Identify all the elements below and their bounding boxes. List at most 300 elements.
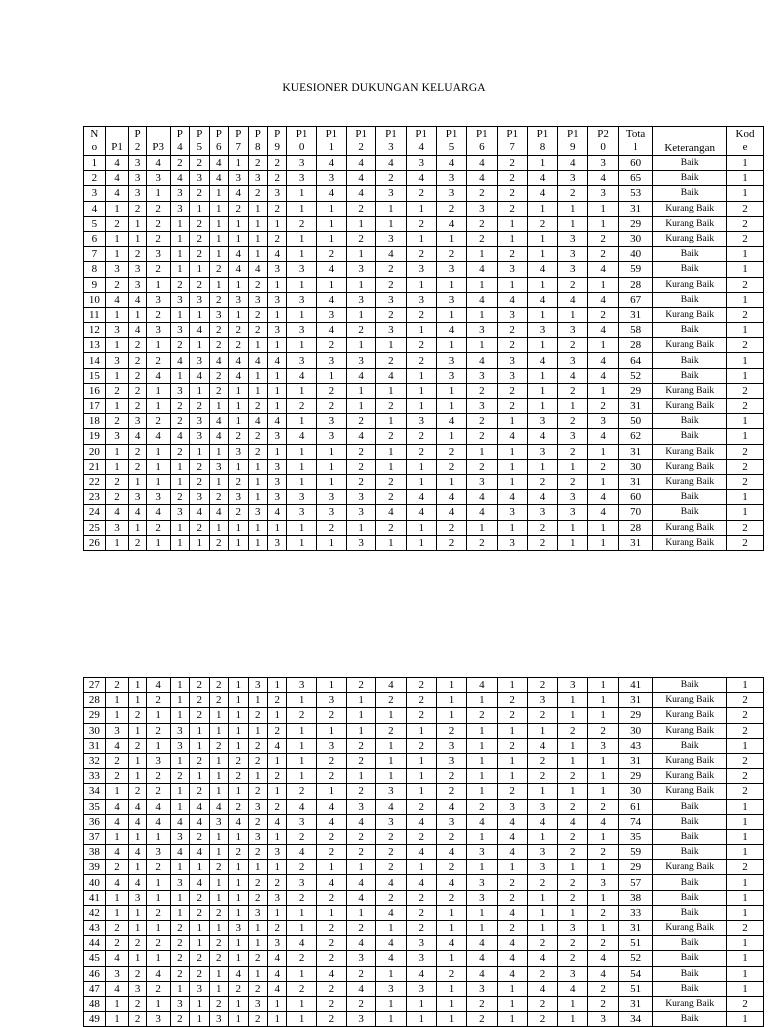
table-cell: 3	[129, 171, 146, 186]
table-cell: 1	[588, 520, 618, 535]
table-cell: 18	[84, 414, 106, 429]
table-cell: 3	[497, 307, 527, 322]
table-cell: 2	[727, 784, 764, 799]
table-cell: 1	[467, 520, 497, 535]
table-cell: 27	[84, 678, 106, 693]
table-cell: 2	[190, 966, 209, 981]
table-cell: 31	[618, 693, 653, 708]
table-cell: 1	[248, 201, 267, 216]
table-cell: 3	[209, 459, 228, 474]
table-cell: 1	[105, 201, 129, 216]
table-cell: 2	[316, 981, 346, 996]
questionnaire-table-page-2	[83, 677, 764, 1027]
table-cell: 59	[618, 262, 653, 277]
table-cell: 1	[376, 414, 406, 429]
keterangan-cell: Kurang Baik	[653, 277, 727, 292]
table-cell: 1	[105, 890, 129, 905]
table-row	[84, 921, 764, 936]
table-cell: 1	[558, 693, 588, 708]
table-cell: 31	[84, 738, 106, 753]
table-cell: 4	[467, 951, 497, 966]
table-cell: 1	[406, 520, 436, 535]
table-cell: 1	[406, 368, 436, 383]
column-header	[467, 127, 497, 156]
table-cell: 3	[497, 535, 527, 550]
table-cell: 3	[170, 723, 189, 738]
table-cell: 1	[268, 1012, 287, 1027]
table-cell: 1	[190, 1012, 209, 1027]
table-cell: 2	[406, 444, 436, 459]
table-cell: 49	[84, 1012, 106, 1027]
table-cell: 1	[170, 860, 189, 875]
table-cell: 1	[170, 474, 189, 489]
keterangan-cell: Kurang Baik	[653, 231, 727, 246]
table-cell: 1	[229, 307, 248, 322]
column-header	[436, 127, 466, 156]
table-cell: 2	[588, 307, 618, 322]
table-cell: 5	[84, 216, 106, 231]
table-cell: 65	[618, 171, 653, 186]
table-cell: 2	[588, 905, 618, 920]
table-cell: 32	[84, 753, 106, 768]
table-cell: 1	[229, 1012, 248, 1027]
table-cell: 28	[618, 520, 653, 535]
table-cell: 1	[268, 784, 287, 799]
table-cell: 2	[376, 399, 406, 414]
table-cell: 3	[287, 292, 316, 307]
table-cell: 1	[558, 535, 588, 550]
table-cell: 2	[190, 753, 209, 768]
table-cell: 2	[558, 444, 588, 459]
table-cell: 1	[268, 708, 287, 723]
table-cell: 2	[558, 338, 588, 353]
table-cell: 1	[287, 905, 316, 920]
table-cell: 2	[170, 921, 189, 936]
table-cell: 1	[527, 156, 557, 171]
table-cell: 4	[229, 186, 248, 201]
table-cell: 4	[347, 890, 376, 905]
column-header-line-2: 6	[216, 141, 222, 153]
table-cell: 2	[190, 399, 209, 414]
table-row	[84, 490, 764, 505]
table-cell: 3	[316, 693, 346, 708]
table-cell: 52	[618, 951, 653, 966]
table-cell: 1	[376, 921, 406, 936]
table-cell: 1	[436, 693, 466, 708]
table-cell: 1	[376, 738, 406, 753]
table-cell: 3	[588, 875, 618, 890]
table-cell: 2	[406, 216, 436, 231]
table-cell: 4	[497, 936, 527, 951]
table-cell: 1	[146, 186, 170, 201]
keterangan-cell: Kurang Baik	[653, 769, 727, 784]
table-cell: 4	[406, 814, 436, 829]
table-cell: 1	[727, 981, 764, 996]
column-header	[618, 127, 653, 156]
table-cell: 1	[588, 678, 618, 693]
table-cell: 2	[248, 890, 267, 905]
table-cell: 2	[467, 186, 497, 201]
table-cell: 1	[727, 845, 764, 860]
table-cell: 1	[209, 829, 228, 844]
column-header-line-2: e	[742, 141, 748, 153]
table-cell: 2	[316, 708, 346, 723]
table-cell: 3	[268, 474, 287, 489]
table-cell: 3	[347, 353, 376, 368]
table-cell: 1	[376, 444, 406, 459]
table-cell: 4	[527, 738, 557, 753]
table-cell: 1	[406, 784, 436, 799]
table-cell: 3	[316, 414, 346, 429]
table-cell: 30	[84, 723, 106, 738]
table-cell: 2	[497, 156, 527, 171]
table-cell: 1	[347, 399, 376, 414]
table-cell: 1	[268, 520, 287, 535]
table-cell: 1	[105, 829, 129, 844]
table-cell: 2	[727, 769, 764, 784]
table-cell: 3	[170, 292, 189, 307]
table-cell: 1	[248, 921, 267, 936]
table-cell: 1	[316, 678, 346, 693]
table-cell: 1	[467, 860, 497, 875]
table-cell: 1	[129, 723, 146, 738]
table-cell: 2	[146, 216, 170, 231]
table-cell: 4	[467, 505, 497, 520]
column-header-line-2: 2	[134, 141, 141, 153]
table-cell: 1	[588, 860, 618, 875]
table-cell: 4	[146, 368, 170, 383]
table-cell: 1	[727, 799, 764, 814]
table-cell: 1	[558, 996, 588, 1011]
table-cell: 1	[287, 247, 316, 262]
table-cell: 2	[376, 829, 406, 844]
table-cell: 1	[229, 231, 248, 246]
table-cell: 1	[170, 368, 189, 383]
table-cell: 2	[727, 996, 764, 1011]
table-cell: 2	[497, 708, 527, 723]
table-cell: 3	[248, 996, 267, 1011]
table-cell: 1	[588, 708, 618, 723]
table-cell: 1	[248, 459, 267, 474]
table-cell: 2	[268, 156, 287, 171]
table-cell: 1	[527, 784, 557, 799]
table-cell: 3	[209, 1012, 228, 1027]
keterangan-cell: Baik	[653, 678, 727, 693]
table-cell: 2	[347, 678, 376, 693]
table-cell: 2	[229, 799, 248, 814]
table-cell: 3	[347, 262, 376, 277]
table-cell: 2	[209, 338, 228, 353]
table-cell: 1	[558, 459, 588, 474]
table-cell: 2	[190, 277, 209, 292]
table-cell: 41	[618, 678, 653, 693]
table-cell: 2	[190, 784, 209, 799]
table-cell: 1	[129, 753, 146, 768]
table-cell: 4	[268, 505, 287, 520]
table-cell: 2	[248, 981, 267, 996]
table-cell: 2	[316, 951, 346, 966]
table-cell: 3	[436, 753, 466, 768]
table-cell: 4	[347, 875, 376, 890]
table-cell: 1	[146, 921, 170, 936]
table-cell: 1	[527, 277, 557, 292]
table-cell: 3	[588, 186, 618, 201]
table-cell: 1	[497, 277, 527, 292]
table-cell: 2	[588, 231, 618, 246]
table-cell: 4	[497, 429, 527, 444]
table-cell: 3	[129, 156, 146, 171]
table-cell: 1	[347, 860, 376, 875]
table-cell: 4	[436, 414, 466, 429]
table-cell: 4	[376, 156, 406, 171]
table-cell: 4	[105, 814, 129, 829]
table-cell: 1	[129, 678, 146, 693]
table-cell: 4	[268, 738, 287, 753]
table-cell: 1	[727, 490, 764, 505]
table-cell: 2	[316, 1012, 346, 1027]
table-cell: 3	[287, 490, 316, 505]
table-cell: 1	[316, 201, 346, 216]
table-row	[84, 216, 764, 231]
table-cell: 4	[588, 292, 618, 307]
table-cell: 1	[406, 769, 436, 784]
table-cell: 4	[105, 799, 129, 814]
table-row	[84, 323, 764, 338]
table-cell: 2	[467, 459, 497, 474]
column-header-line-1: P1	[476, 128, 488, 140]
table-cell: 2	[527, 216, 557, 231]
table-cell: 3	[287, 156, 316, 171]
table-cell: 2	[497, 784, 527, 799]
table-cell: 4	[347, 186, 376, 201]
table-cell: 4	[146, 505, 170, 520]
table-cell: 3	[105, 723, 129, 738]
table-row	[84, 769, 764, 784]
table-row	[84, 951, 764, 966]
table-cell: 2	[146, 231, 170, 246]
table-cell: 1	[727, 875, 764, 890]
table-row	[84, 1012, 764, 1027]
table-cell: 1	[406, 860, 436, 875]
table-cell: 1	[558, 905, 588, 920]
table-cell: 2	[316, 890, 346, 905]
table-cell: 2	[129, 936, 146, 951]
table-cell: 4	[347, 171, 376, 186]
keterangan-cell: Baik	[653, 171, 727, 186]
table-cell: 74	[618, 814, 653, 829]
table-row	[84, 966, 764, 981]
keterangan-cell: Baik	[653, 1012, 727, 1027]
table-cell: 1	[727, 323, 764, 338]
table-cell: 2	[129, 535, 146, 550]
table-cell: 7	[84, 247, 106, 262]
table-cell: 4	[376, 505, 406, 520]
table-cell: 1	[268, 216, 287, 231]
table-cell: 2	[406, 921, 436, 936]
table-cell: 1	[146, 708, 170, 723]
column-header-line-1: P	[176, 128, 183, 140]
table-cell: 2	[347, 966, 376, 981]
column-header	[209, 127, 228, 156]
column-header-line-1: P	[134, 128, 141, 140]
table-cell: 1	[190, 860, 209, 875]
keterangan-cell: Baik	[653, 186, 727, 201]
table-cell: 4	[588, 814, 618, 829]
table-row	[84, 307, 764, 322]
table-row	[84, 338, 764, 353]
table-cell: 3	[497, 505, 527, 520]
table-cell: 1	[105, 905, 129, 920]
table-row	[84, 231, 764, 246]
keterangan-cell: Kurang Baik	[653, 216, 727, 231]
table-cell: 50	[618, 414, 653, 429]
table-cell: 4	[588, 368, 618, 383]
table-cell: 1	[146, 951, 170, 966]
table-cell: 1	[248, 338, 267, 353]
table-row	[84, 262, 764, 277]
table-cell: 2	[146, 981, 170, 996]
table-cell: 2	[146, 769, 170, 784]
table-cell: 33	[84, 769, 106, 784]
table-cell: 2	[588, 459, 618, 474]
table-cell: 3	[129, 414, 146, 429]
table-cell: 2	[190, 708, 209, 723]
table-cell: 1	[558, 216, 588, 231]
table-cell: 29	[618, 769, 653, 784]
table-cell: 1	[527, 307, 557, 322]
table-cell: 28	[84, 693, 106, 708]
table-cell: 1	[467, 277, 497, 292]
table-cell: 1	[209, 708, 228, 723]
column-header-line-2: 6	[479, 141, 485, 153]
table-cell: 1	[497, 678, 527, 693]
table-cell: 1	[170, 753, 189, 768]
table-cell: 3	[248, 505, 267, 520]
table-cell: 2	[209, 323, 228, 338]
table-cell: 3	[406, 936, 436, 951]
table-cell: 2	[105, 753, 129, 768]
table-cell: 2	[316, 520, 346, 535]
table-row	[84, 936, 764, 951]
table-cell: 4	[527, 171, 557, 186]
table-cell: 4	[347, 368, 376, 383]
column-header	[558, 127, 588, 156]
table-cell: 4	[129, 814, 146, 829]
table-cell: 1	[248, 383, 267, 398]
table-cell: 3	[558, 505, 588, 520]
column-header-line-2: P3	[152, 141, 164, 153]
table-row	[84, 247, 764, 262]
table-cell: 2	[105, 860, 129, 875]
table-cell: 2	[558, 875, 588, 890]
table-cell: 13	[84, 338, 106, 353]
table-cell: 2	[558, 769, 588, 784]
table-cell: 2	[436, 829, 466, 844]
table-cell: 1	[209, 890, 228, 905]
column-header	[316, 127, 346, 156]
table-cell: 3	[190, 171, 209, 186]
table-cell: 2	[497, 323, 527, 338]
table-cell: 2	[287, 860, 316, 875]
table-cell: 4	[588, 429, 618, 444]
table-cell: 3	[316, 505, 346, 520]
table-cell: 2	[558, 474, 588, 489]
table-cell: 3	[316, 738, 346, 753]
column-header-line-1: P1	[325, 128, 338, 140]
table-cell: 2	[129, 383, 146, 398]
table-row	[84, 383, 764, 398]
table-cell: 3	[588, 156, 618, 171]
table-cell: 4	[268, 951, 287, 966]
table-cell: 4	[436, 323, 466, 338]
table-cell: 1	[467, 723, 497, 738]
table-cell: 2	[248, 307, 267, 322]
table-cell: 3	[105, 353, 129, 368]
table-cell: 4	[497, 951, 527, 966]
keterangan-cell: Baik	[653, 951, 727, 966]
table-row	[84, 277, 764, 292]
table-cell: 1	[406, 231, 436, 246]
table-cell: 1	[727, 905, 764, 920]
table-cell: 3	[105, 262, 129, 277]
table-cell: 2	[467, 429, 497, 444]
table-cell: 2	[190, 216, 209, 231]
table-cell: 3	[376, 981, 406, 996]
table-cell: 2	[170, 966, 189, 981]
table-cell: 3	[467, 399, 497, 414]
table-cell: 1	[467, 769, 497, 784]
table-cell: 2	[467, 535, 497, 550]
table-cell: 2	[467, 216, 497, 231]
table-cell: 41	[84, 890, 106, 905]
table-cell: 3	[436, 262, 466, 277]
table-cell: 1	[287, 966, 316, 981]
table-cell: 1	[406, 474, 436, 489]
table-cell: 59	[618, 845, 653, 860]
column-header	[588, 127, 618, 156]
table-cell: 1	[727, 678, 764, 693]
table-cell: 2	[376, 474, 406, 489]
table-cell: 1	[105, 784, 129, 799]
table-cell: 2	[146, 723, 170, 738]
table-cell: 3	[467, 981, 497, 996]
table-cell: 4	[347, 156, 376, 171]
table-cell: 1	[105, 444, 129, 459]
table-cell: 1	[209, 520, 228, 535]
table-cell: 4	[209, 171, 228, 186]
table-cell: 1	[316, 784, 346, 799]
table-cell: 1	[527, 459, 557, 474]
table-row	[84, 520, 764, 535]
table-cell: 1	[170, 708, 189, 723]
table-cell: 4	[209, 353, 228, 368]
table-cell: 1	[229, 723, 248, 738]
table-cell: 1	[436, 921, 466, 936]
table-cell: 2	[129, 459, 146, 474]
table-cell: 29	[618, 708, 653, 723]
table-cell: 1	[209, 216, 228, 231]
table-cell: 4	[588, 323, 618, 338]
table-cell: 4	[209, 156, 228, 171]
table-cell: 2	[436, 966, 466, 981]
table-cell: 1	[287, 769, 316, 784]
table-cell: 3	[406, 981, 436, 996]
table-cell: 3	[558, 171, 588, 186]
table-cell: 2	[588, 845, 618, 860]
table-cell: 31	[618, 307, 653, 322]
table-cell: 2	[436, 201, 466, 216]
table-cell: 54	[618, 966, 653, 981]
